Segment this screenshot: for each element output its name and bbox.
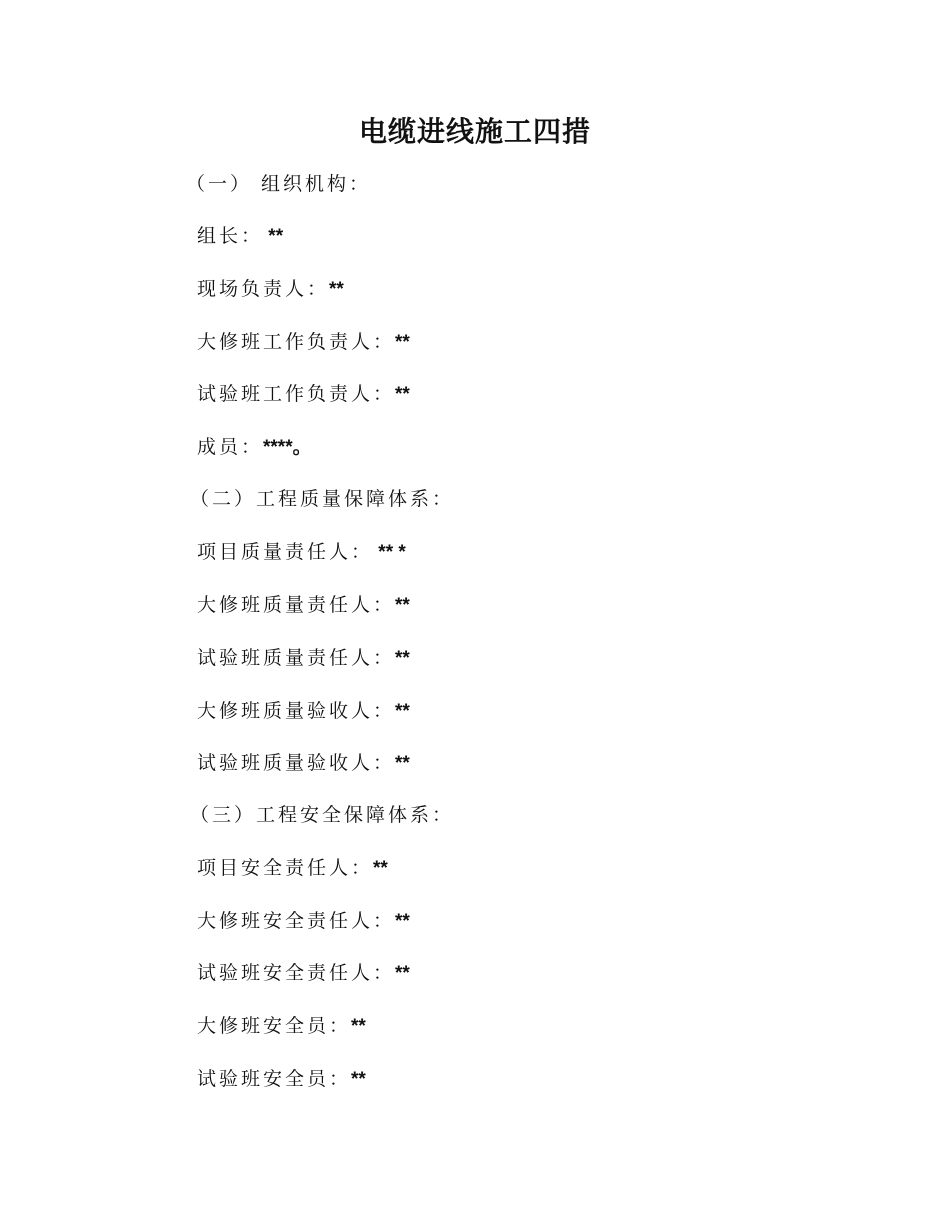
line-value: ** (351, 1069, 366, 1090)
overhaul-quality-inspector-line (197, 697, 410, 726)
section-heading-quality (190, 485, 454, 513)
line-value: ** (395, 911, 410, 932)
test-quality-owner-line (197, 644, 410, 673)
line-label: 试验班安全责任人： (197, 962, 396, 984)
test-safety-officer-line (197, 1065, 366, 1094)
line-value: ** (395, 963, 410, 984)
line-value: ** (395, 753, 410, 774)
line-value: ** (395, 332, 410, 353)
line-value: ** (351, 1016, 366, 1037)
project-quality-owner-line (197, 538, 406, 567)
line-value: ****。 (263, 437, 312, 458)
site-manager-line (197, 275, 344, 304)
test-team-lead-line (197, 380, 410, 409)
overhaul-safety-officer-line (197, 1012, 366, 1041)
test-quality-inspector-line (197, 749, 410, 778)
line-label: 试验班安全员： (197, 1068, 352, 1090)
line-label: 项目安全责任人： (197, 857, 374, 879)
line-value: ** (263, 226, 284, 247)
line-label: 现场负责人： (197, 278, 330, 300)
section-heading-organization (186, 170, 371, 198)
team-leader-line (197, 222, 283, 251)
document-title: 电缆进线施工四措 (358, 115, 591, 148)
test-safety-owner-line (197, 959, 410, 988)
line-label: （三）工程安全保障体系： (190, 804, 455, 826)
line-value: ** (395, 595, 410, 616)
line-label: （一） 组织机构： (186, 173, 372, 195)
section-heading-safety (190, 801, 454, 829)
line-value: ** (329, 279, 344, 300)
overhaul-team-lead-line (197, 328, 410, 357)
project-safety-owner-line (197, 854, 388, 883)
line-label: 组长： (197, 225, 264, 247)
line-label: 项目质量责任人： (197, 541, 374, 563)
members-line (197, 433, 312, 462)
line-label: 大修班安全员： (197, 1015, 352, 1037)
line-value: ** * (373, 542, 406, 563)
line-label: （二）工程质量保障体系： (190, 488, 455, 510)
line-value: ** (373, 858, 388, 879)
line-label: 试验班工作负责人： (197, 383, 396, 405)
line-value: ** (395, 384, 410, 405)
line-value: ** (395, 648, 410, 669)
line-label: 大修班质量责任人： (197, 594, 396, 616)
line-label: 成员： (197, 436, 264, 458)
line-label: 大修班工作负责人： (197, 331, 396, 353)
line-label: 试验班质量验收人： (197, 752, 396, 774)
overhaul-quality-owner-line (197, 591, 410, 620)
line-value: ** (395, 701, 410, 722)
line-label: 大修班质量验收人： (197, 700, 396, 722)
line-label: 试验班质量责任人： (197, 647, 396, 669)
line-label: 大修班安全责任人： (197, 910, 396, 932)
overhaul-safety-owner-line (197, 907, 410, 936)
